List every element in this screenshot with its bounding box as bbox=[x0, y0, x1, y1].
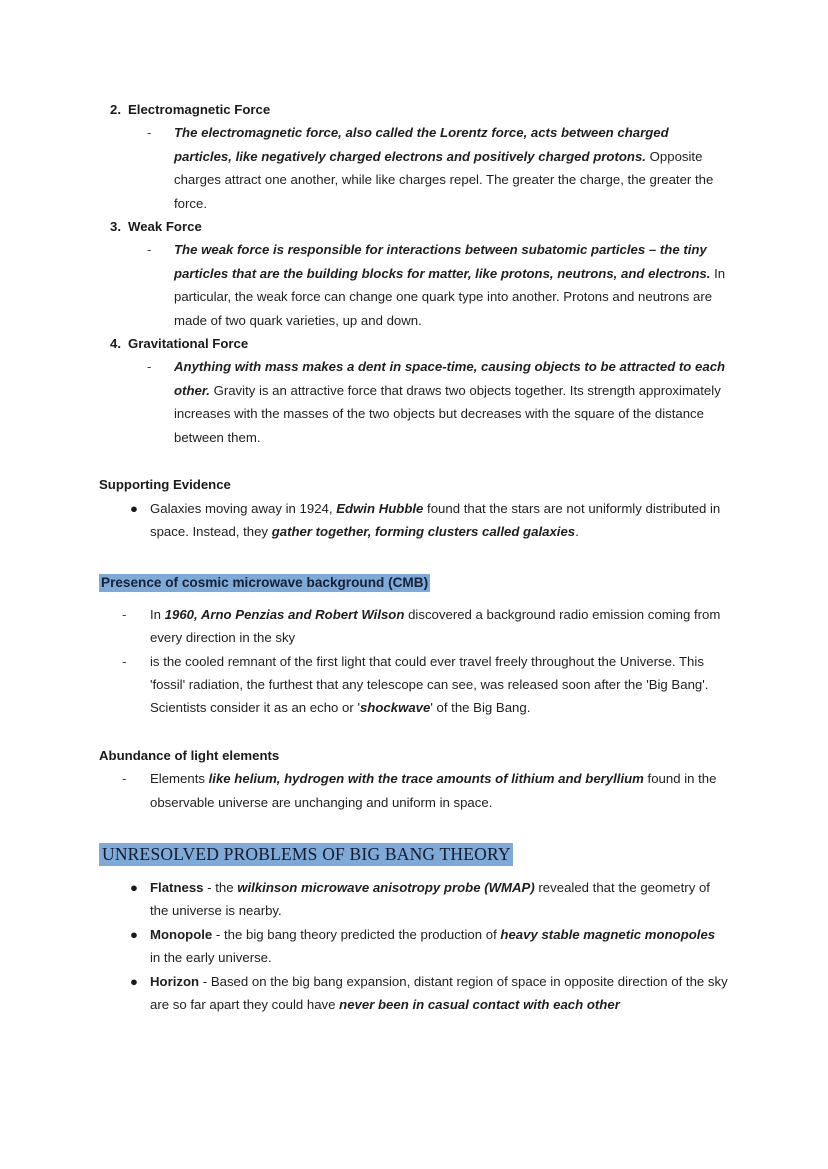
cmb-item-tail: discovered a background radio emission coming from every direction in the sky bbox=[150, 606, 721, 646]
dash-marker: - bbox=[122, 771, 127, 787]
supporting-evidence-bullet bbox=[130, 497, 729, 544]
unresolved-emphasis: heavy stable magnetic monopoles bbox=[500, 926, 716, 942]
unresolved-lead: Based on the big bang expansion, distant region of space in opposite direction of the sky are so far apart they could have bbox=[150, 973, 728, 1012]
heading-cmb-wrapper bbox=[99, 571, 729, 594]
unresolved-term: Flatness bbox=[150, 879, 204, 895]
heading-supporting-evidence: Supporting Evidence bbox=[99, 477, 231, 493]
bullet-middle: found that the stars are not uniformly distributed in space. Instead, they bbox=[150, 500, 721, 539]
bullet-emphasis-hubble: Edwin Hubble bbox=[336, 500, 424, 516]
unresolved-lead: the bbox=[215, 879, 238, 895]
unresolved-term: Monopole bbox=[150, 926, 213, 942]
cmb-item-emphasis-shockwave: shockwave bbox=[359, 700, 431, 716]
force-detail-rest: In particular, the weak force can change one quark type into another. Protons and neutrons are made of two quark varieties, up and down. bbox=[174, 265, 726, 328]
spacer bbox=[99, 868, 729, 876]
force-detail-rest: Opposite charges attract one another, while like charges repel. The greater the charge, the greater the force. bbox=[174, 148, 714, 211]
force-detail-emphasis: Anything with mass makes a dent in space-time, causing objects to be attracted to each other. bbox=[174, 359, 726, 398]
force-title: Weak Force bbox=[128, 219, 202, 235]
force-detail-electromagnetic bbox=[147, 121, 729, 215]
list-item-gravitational-force bbox=[99, 332, 729, 355]
bullet-lead: Galaxies moving away in 1924, bbox=[150, 500, 337, 516]
dash-marker: - bbox=[147, 242, 152, 258]
unresolved-term: Horizon bbox=[150, 973, 200, 989]
heading-unresolved-wrapper bbox=[99, 842, 729, 868]
unresolved-tail: revealed that the geometry of the universe is nearby. bbox=[150, 879, 710, 919]
bullet-marker: ● bbox=[130, 973, 138, 989]
list-marker: 2. bbox=[110, 102, 121, 117]
document-body bbox=[99, 98, 729, 1016]
unresolved-sep: - bbox=[203, 879, 216, 895]
dash-marker: - bbox=[147, 125, 152, 141]
force-detail-emphasis: The weak force is responsible for interactions between subatomic particles – the tiny particles that are the building blocks for matter, like protons, neutrons, and electrons. bbox=[174, 242, 711, 281]
light-elements-tail: found in the observable universe are unchanging and uniform in space. bbox=[150, 771, 717, 810]
bullet-marker: ● bbox=[130, 879, 138, 895]
dash-marker: - bbox=[122, 606, 127, 622]
light-elements-item bbox=[122, 767, 729, 814]
cmb-item-tail: ' of the Big Bang. bbox=[430, 700, 531, 716]
force-detail-weak bbox=[147, 238, 729, 332]
unresolved-item-monopole bbox=[130, 923, 729, 970]
cmb-item-lead: In bbox=[150, 606, 165, 622]
force-detail-emphasis: The electromagnetic force, also called the Lorentz force, acts between charged particles, like negatively charged electrons and positively charged protons. bbox=[174, 125, 669, 164]
cmb-item-emphasis: 1960, Arno Penzias and Robert Wilson bbox=[164, 606, 405, 622]
list-marker: 3. bbox=[110, 219, 121, 235]
cmb-item-lead: is the cooled remnant of the first light that could ever travel freely throughout the Universe. This 'fossil' radiation, the furthest that any telescope can see, was released soon after the 'Big Bang'. Scientists consider it as an echo or ' bbox=[150, 653, 709, 716]
bullet-tail: . bbox=[575, 523, 579, 539]
spacer bbox=[99, 449, 729, 473]
list-item-weak-force bbox=[99, 215, 729, 238]
heading-unresolved-problems: UNRESOLVED PROBLEMS OF BIG BANG THEORY bbox=[99, 843, 513, 866]
spacer bbox=[99, 720, 729, 744]
heading-cmb: Presence of cosmic microwave background (CMB) bbox=[101, 575, 429, 591]
unresolved-emphasis: never been in casual contact with each other bbox=[339, 997, 620, 1012]
list-item-electromagnetic-force bbox=[99, 98, 729, 121]
bullet-marker: ● bbox=[130, 500, 138, 516]
unresolved-lead: the big bang theory predicted the production of bbox=[224, 926, 501, 942]
unresolved-sep: - bbox=[212, 926, 224, 942]
force-title: Gravitational Force bbox=[128, 336, 249, 352]
light-elements-lead: Elements bbox=[150, 771, 209, 787]
list-marker: 4. bbox=[110, 336, 121, 352]
spacer bbox=[99, 814, 729, 842]
unresolved-emphasis: wilkinson microwave anisotropy probe (WMAP) bbox=[237, 879, 535, 895]
unresolved-tail: in the early universe. bbox=[150, 950, 272, 966]
spacer bbox=[99, 543, 729, 571]
bullet-marker: ● bbox=[130, 926, 138, 942]
light-elements-emphasis: like helium, hydrogen with the trace amounts of lithium and beryllium bbox=[208, 771, 644, 787]
cmb-item-2 bbox=[122, 650, 729, 720]
heading-light-elements: Abundance of light elements bbox=[99, 747, 280, 763]
bullet-emphasis-galaxies: gather together, forming clusters called galaxies bbox=[271, 523, 576, 539]
unresolved-item-horizon bbox=[130, 970, 729, 1017]
spacer bbox=[99, 595, 729, 603]
dash-marker: - bbox=[147, 359, 152, 375]
force-detail-rest: Gravity is an attractive force that draws two objects together. Its strength approximately increases with the masses of the two objects but decreases with the square of the distance between them. bbox=[174, 382, 721, 445]
force-title: Electromagnetic Force bbox=[128, 102, 271, 117]
unresolved-sep: - bbox=[199, 973, 211, 989]
cmb-item-1 bbox=[122, 603, 729, 650]
force-detail-gravitational bbox=[147, 355, 729, 449]
dash-marker: - bbox=[122, 653, 127, 669]
unresolved-item-flatness bbox=[130, 876, 729, 923]
